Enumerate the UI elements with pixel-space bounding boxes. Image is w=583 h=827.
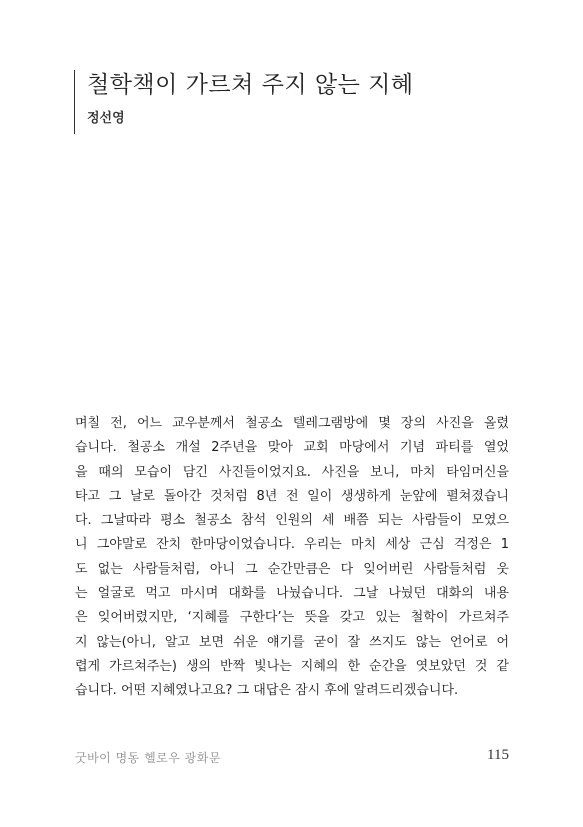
body-line: 며칠 전, 어느 교우분께서 철공소 텔레그램방에 몇 장의 사진을 올렸	[75, 416, 509, 431]
running-head: 굿바이 명동 헬로우 광화문	[75, 751, 221, 765]
article-title: 철학책이 가르쳐 주지 않는 지혜	[87, 72, 414, 98]
page-number: 115	[487, 747, 509, 763]
body-line: 타고 그 날로 돌아간 것처럼 8년 전 일이 생생하게 눈앞에 펼쳐졌습니	[75, 488, 509, 504]
article-author: 정선영	[87, 111, 125, 126]
body-line: 니 그야말로 잔치 한마당이었습니다. 우리는 마치 세상 근심 걱정은 1	[75, 537, 509, 553]
body-line: 은 잊어버렸지만, ‘지혜를 구한다’는 뜻을 갖고 있는 철학이 가르쳐주	[75, 610, 509, 626]
body-line: 도 없는 사람들처럼, 아니 그 순간만큼은 다 잊어버린 사람들처럼 웃	[75, 561, 509, 577]
body-line: 을 때의 모습이 담긴 사진들이었지요. 사진을 보니, 마치 타임머신을	[75, 464, 509, 480]
body-line: 지 않는(아니, 알고 보면 쉬운 얘기를 굳이 잘 쓰지도 않는 언어로 어	[75, 634, 509, 650]
body-line: 렵게 가르쳐주는) 생의 반짝 빛나는 지혜의 한 순간을 엿보았던 것 같	[75, 658, 509, 674]
body-paragraph	[75, 412, 509, 704]
title-block	[74, 70, 514, 134]
body-line: 다. 그날따라 평소 철공소 참석 인원의 세 배쯤 되는 사람들이 모였으	[75, 513, 509, 529]
body-line: 습니다. 철공소 개설 2주년을 맞아 교회 마당에서 기념 파티를 열었	[75, 440, 509, 456]
body-line: 는 얼굴로 먹고 마시며 대화를 나눴습니다. 그날 나눴던 대화의 내용	[75, 586, 509, 602]
page-footer	[75, 749, 509, 767]
body-line: 습니다. 어떤 지혜였나고요? 그 대답은 잠시 후에 알려드리겠습니다.	[75, 683, 459, 699]
